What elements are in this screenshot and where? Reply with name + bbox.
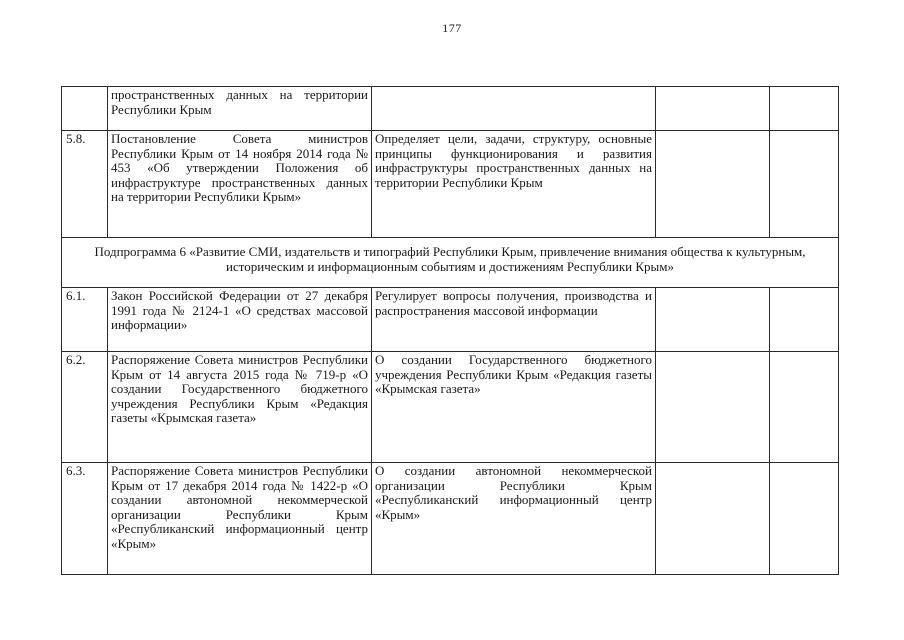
row-number: [62, 87, 108, 131]
table-row: [62, 87, 839, 131]
empty-cell: [770, 87, 839, 131]
page-number: 177: [442, 21, 462, 35]
table-row: [62, 352, 839, 463]
table-row: [62, 463, 839, 575]
purpose-cell: Регулирует вопросы получения, производства и распространения массовой информации: [372, 288, 656, 352]
row-number: 6.3.: [62, 463, 108, 575]
empty-cell: [770, 463, 839, 575]
row-number: 6.2.: [62, 352, 108, 463]
purpose-cell: О создании автономной некоммерческой организации Республики Крым «Республиканский информационный центр «Крым»: [372, 463, 656, 575]
document-table: [61, 86, 839, 575]
legal-act-cell: Постановление Совета министров Республики Крым от 14 ноября 2014 года № 453 «Об утверждении Положения об инфраструктуре пространственных данных на территории Республики Крым»: [108, 131, 372, 238]
legal-act-cell: Распоряжение Совета министров Республики Крым от 17 декабря 2014 года № 1422-р «О создании автономной некоммерческой организации Республики Крым «Республиканский информационный центр «Крым»: [108, 463, 372, 575]
empty-cell: [656, 131, 770, 238]
empty-cell: [770, 352, 839, 463]
empty-cell: [656, 87, 770, 131]
empty-cell: [770, 288, 839, 352]
empty-cell: [656, 288, 770, 352]
empty-cell: [770, 131, 839, 238]
legal-act-cell: Закон Российской Федерации от 27 декабря 1991 года № 2124-1 «О средствах массовой информации»: [108, 288, 372, 352]
subprogram-heading-row: [62, 238, 839, 288]
empty-cell: [656, 352, 770, 463]
empty-cell: [656, 463, 770, 575]
legal-act-cell: Распоряжение Совета министров Республики Крым от 14 августа 2015 года № 719-р «О создании Государственного бюджетного учреждения Республики Крым «Редакция газеты «Крымская газета»: [108, 352, 372, 463]
purpose-cell: Определяет цели, задачи, структуру, основные принципы функционирования и развития инфраструктуры пространственных данных на территории Республики Крым: [372, 131, 656, 238]
row-number: 5.8.: [62, 131, 108, 238]
row-number: 6.1.: [62, 288, 108, 352]
purpose-cell: О создании Государственного бюджетного учреждения Республики Крым «Редакция газеты «Крымская газета»: [372, 352, 656, 463]
table-row: [62, 131, 839, 238]
table-row: [62, 288, 839, 352]
subprogram-heading: Подпрограмма 6 «Развитие СМИ, издательств и типографий Республики Крым, привлечение внимания общества к культурным, историческим и информационным событиям и достижениям Республики Крым»: [62, 238, 839, 288]
purpose-cell: [372, 87, 656, 131]
legal-act-cell: пространственных данных на территории Республики Крым: [108, 87, 372, 131]
